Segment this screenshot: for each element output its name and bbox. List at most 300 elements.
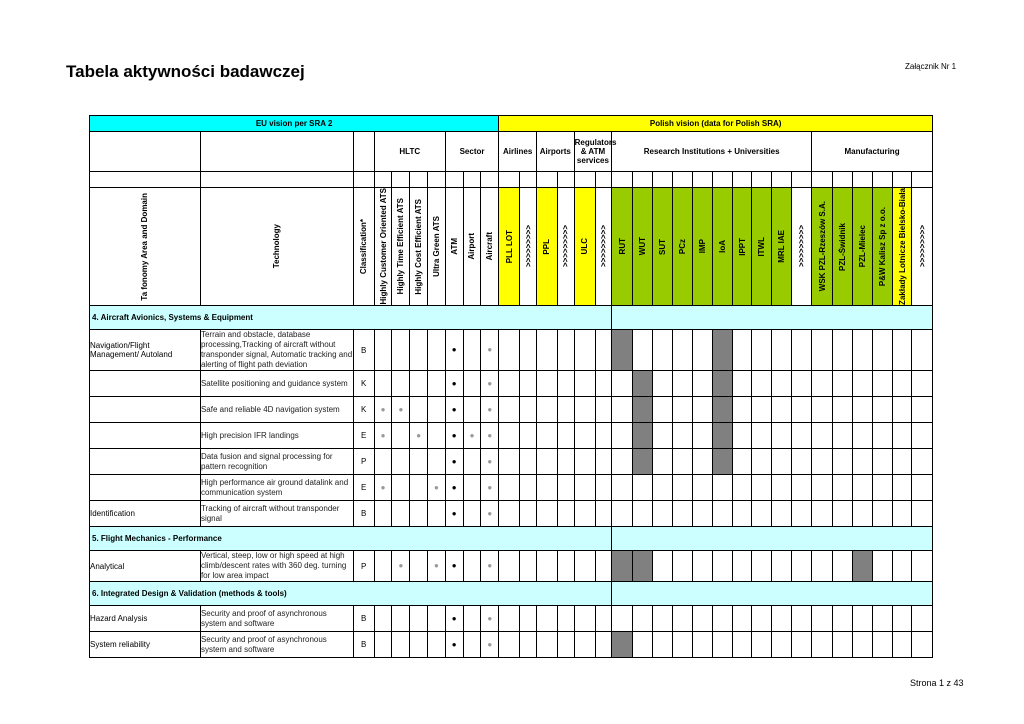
org-cell [712,551,732,582]
mark-cell [463,371,481,397]
org-cell [872,606,892,632]
org-cell [653,397,673,423]
org-cell [872,632,892,658]
activity-cell [633,551,653,582]
org-cell [792,501,812,527]
org-cell [812,449,833,475]
classification-cell [353,632,374,658]
activity-cell [712,330,732,371]
spacer-cell [374,172,392,188]
org-cell [692,423,712,449]
spacer-cell [90,172,201,188]
org-cell [712,632,732,658]
area-cell [90,371,201,397]
org-col-header-text: PZL-Mielec [857,225,867,268]
org-cell [520,632,537,658]
sector-col-header-text: Aircraft [485,232,495,261]
org-cell [752,397,772,423]
org-cell [536,423,557,449]
org-col-header-text: >>>>>>>>> [797,225,807,268]
org-cell [574,606,595,632]
org-cell [752,423,772,449]
mark-cell [374,330,392,371]
spacer-cell [499,172,520,188]
org-cell [912,423,933,449]
section-header-text: 4. Aircraft Avionics, Systems & Equipment [92,313,253,322]
technology-cell [200,551,353,582]
blank-cell [90,132,201,172]
org-cell [612,371,633,397]
technology-cell [200,449,353,475]
org-cell [520,501,537,527]
spacer-cell [672,172,692,188]
section-band [612,582,933,606]
gray-dot-icon: ● [410,423,428,449]
org-cell [595,606,612,632]
org-cell [557,423,574,449]
org-cell [852,501,872,527]
org-cell [672,606,692,632]
org-cell [852,606,872,632]
section-header-text: 6. Integrated Design & Validation (methods & tools) [92,589,287,598]
polish-vision-header-text: Polish vision (data for Polish SRA) [649,119,782,128]
org-col-header-text: PCz [677,238,687,255]
org-cell [633,501,653,527]
section-header [90,527,612,551]
org-cell [595,330,612,371]
spacer-cell [892,172,912,188]
org-col-header-text: IMP [697,239,707,254]
section-header-text: 5. Flight Mechanics - Performance [92,534,222,543]
org-cell [732,632,752,658]
mark-cell [463,330,481,371]
technology-cell-text: High precision IFR landings [200,430,299,440]
filled-dot-icon: ● [445,449,463,475]
filled-dot-icon: ● [445,551,463,582]
org-cell [872,330,892,371]
org-col-header-text: PZL-Świdnik [837,222,847,271]
org-cell [752,501,772,527]
org-cell [499,449,520,475]
classification-cell-text: B [361,509,367,518]
org-cell [672,330,692,371]
spacer-cell [481,172,499,188]
technology-cell-text: Satellite positioning and guidance system [200,378,348,388]
org-cell [520,330,537,371]
mark-cell [463,551,481,582]
mark-cell [463,397,481,423]
classification-cell-text: E [361,431,367,440]
org-cell [672,501,692,527]
mark-cell [428,423,446,449]
hltc-col-header [428,188,446,306]
org-cell [692,606,712,632]
mark-cell [374,632,392,658]
spacer-cell [574,172,595,188]
org-cell [812,330,833,371]
org-cell [574,475,595,501]
filled-dot-icon: ● [445,632,463,658]
org-cell [692,371,712,397]
hltc-col-header-text: Highly Customer Oriented ATS [378,188,388,305]
mark-cell [392,423,410,449]
org-cell [872,551,892,582]
org-col-header [732,188,752,306]
research-activity-table [89,115,933,658]
org-cell [812,423,833,449]
org-cell [672,475,692,501]
org-cell [752,449,772,475]
org-cell [832,551,852,582]
classification-cell [353,606,374,632]
gray-dot-icon: ● [392,551,410,582]
regulators-header-text: Regulators & ATM services [574,138,617,165]
mark-cell [374,501,392,527]
filled-dot-icon: ● [445,397,463,423]
org-col-header [633,188,653,306]
classification-header [353,188,374,306]
polish-vision-header [499,116,933,132]
org-col-header [557,188,574,306]
org-cell [712,606,732,632]
activity-cell [712,449,732,475]
org-cell [557,475,574,501]
org-cell [872,397,892,423]
org-cell [595,475,612,501]
mark-cell [428,632,446,658]
area-cell [90,330,201,371]
org-cell [595,423,612,449]
org-cell [595,551,612,582]
org-cell [653,501,673,527]
activity-cell [712,423,732,449]
activity-cell [633,397,653,423]
org-cell [574,632,595,658]
org-cell [612,606,633,632]
activity-cell [612,551,633,582]
org-col-header-text: RUT [617,238,627,255]
airlines-header [499,132,537,172]
mark-cell [374,371,392,397]
airlines-header-text: Airlines [502,147,533,156]
mark-cell [392,606,410,632]
org-cell [772,330,792,371]
mark-cell [463,606,481,632]
classification-cell-text: B [361,614,367,623]
org-cell [520,606,537,632]
org-cell [692,501,712,527]
org-cell [557,632,574,658]
spacer-cell [595,172,612,188]
org-cell [536,330,557,371]
org-cell [712,501,732,527]
technology-cell [200,606,353,632]
spacer-cell [732,172,752,188]
org-cell [792,606,812,632]
gray-dot-icon: ● [428,475,446,501]
org-cell [557,501,574,527]
page-footer: Strona 1 z 43 [910,678,964,688]
area-cell-text: Navigation/Flight Management/ Autoland [90,341,173,359]
mark-cell [463,449,481,475]
org-cell [595,449,612,475]
org-col-header-text: IPPT [737,237,747,256]
org-cell [832,475,852,501]
mark-cell [410,501,428,527]
org-cell [536,606,557,632]
org-cell [520,371,537,397]
org-cell [595,632,612,658]
hltc-header [374,132,445,172]
classification-cell-text: E [361,483,367,492]
org-cell [692,449,712,475]
org-cell [499,501,520,527]
org-cell [520,423,537,449]
org-cell [792,330,812,371]
org-cell [812,632,833,658]
org-col-header [812,188,833,306]
org-cell [732,449,752,475]
org-cell [672,371,692,397]
mark-cell [463,501,481,527]
sector-col-header-text: ATM [449,238,459,255]
org-cell [892,475,912,501]
org-cell [912,449,933,475]
spacer-cell [912,172,933,188]
activity-cell [712,371,732,397]
org-col-header [536,188,557,306]
activity-cell [633,449,653,475]
technology-cell [200,475,353,501]
mark-cell [410,606,428,632]
org-col-header [752,188,772,306]
org-cell [536,632,557,658]
eu-vision-header [90,116,499,132]
technology-cell-text: Security and proof of asynchronous system and software [200,608,327,628]
org-cell [633,606,653,632]
org-cell [792,397,812,423]
org-cell [653,551,673,582]
org-cell [672,423,692,449]
org-col-header-text: PLL LOT [504,229,514,264]
org-cell [557,606,574,632]
filled-dot-icon: ● [445,423,463,449]
classification-cell [353,449,374,475]
mark-cell [410,449,428,475]
org-cell [612,501,633,527]
classification-cell [353,397,374,423]
spacer-cell [445,172,463,188]
org-cell [536,501,557,527]
org-cell [772,551,792,582]
section-band [612,306,933,330]
org-cell [653,330,673,371]
org-cell [732,423,752,449]
spacer-cell [852,172,872,188]
area-cell [90,475,201,501]
hltc-header-text: HLTC [399,147,421,156]
org-cell [595,501,612,527]
hltc-col-header [392,188,410,306]
spacer-cell [832,172,852,188]
org-cell [912,632,933,658]
classification-cell [353,371,374,397]
spacer-cell [792,172,812,188]
org-cell [672,397,692,423]
research-header-text: Research Institutions + Universities [643,147,780,156]
mark-cell [410,551,428,582]
gray-dot-icon: ● [481,475,499,501]
org-cell [812,501,833,527]
org-cell [892,632,912,658]
classification-cell [353,551,374,582]
classification-cell-text: K [361,379,367,388]
org-col-header [892,188,912,306]
org-col-header [792,188,812,306]
org-cell [653,371,673,397]
org-cell [832,397,852,423]
spacer-cell [200,172,353,188]
org-cell [612,449,633,475]
org-cell [772,606,792,632]
org-cell [852,371,872,397]
org-col-header-text: IoA [717,240,727,253]
org-cell [692,330,712,371]
mark-cell [428,371,446,397]
mark-cell [374,606,392,632]
airports-header-text: Airports [539,147,571,156]
org-cell [892,551,912,582]
org-col-header-text: >>>>>>>>> [523,225,533,268]
org-col-header [574,188,595,306]
gray-dot-icon: ● [481,551,499,582]
sector-col-header [445,188,463,306]
spacer-cell [520,172,537,188]
org-cell [852,423,872,449]
annex-label: Załącznik Nr 1 [905,62,957,71]
technology-cell-text: High performance air ground datalink and communication system [200,477,349,497]
gray-dot-icon: ● [481,397,499,423]
org-col-header-text: >>>>>>>>> [598,225,608,268]
org-cell [520,449,537,475]
org-cell [792,632,812,658]
org-cell [892,397,912,423]
org-cell [536,397,557,423]
org-cell [612,475,633,501]
org-col-header [772,188,792,306]
org-cell [872,501,892,527]
org-cell [812,397,833,423]
section-header [90,306,612,330]
blank-cell [200,132,353,172]
org-col-header-text: Zakłady Lotnicze Bielsko-Biała [897,188,907,305]
mark-cell [374,449,392,475]
technology-cell-text: Safe and reliable 4D navigation system [200,404,340,414]
org-cell [872,475,892,501]
area-cell [90,423,201,449]
technology-cell-text: Security and proof of asynchronous system and software [200,634,327,654]
technology-cell [200,501,353,527]
org-col-header [499,188,520,306]
filled-dot-icon: ● [445,606,463,632]
org-cell [499,632,520,658]
org-cell [852,330,872,371]
spacer-cell [633,172,653,188]
org-cell [653,423,673,449]
org-cell [912,606,933,632]
org-cell [595,397,612,423]
org-col-header-text: WUT [638,237,648,256]
spacer-cell [653,172,673,188]
org-cell [772,371,792,397]
technology-cell-text: Data fusion and signal processing for pattern recognition [200,451,333,471]
area-cell [90,397,201,423]
org-cell [536,475,557,501]
org-cell [832,501,852,527]
org-cell [633,632,653,658]
org-cell [499,397,520,423]
technology-cell-text: Vertical, steep, low or high speed at high climb/descent rates with 360 deg. turning for low area impact [200,551,347,580]
mark-cell [410,397,428,423]
spacer-cell [752,172,772,188]
org-col-header [520,188,537,306]
technology-cell-text: Terrain and obstacle, database processing,Tracking of aircraft without transponder signal, Automatic tracking and alerting of flight path deviation [200,330,353,369]
mark-cell [410,632,428,658]
hltc-col-header [374,188,392,306]
org-cell [912,501,933,527]
mark-cell [410,330,428,371]
mark-cell [428,606,446,632]
org-cell [574,449,595,475]
area-cell-text: System reliability [90,640,151,649]
taxonomy-header [90,188,201,306]
org-col-header-text: >>>>>>>>> [917,225,927,268]
org-col-header [912,188,933,306]
area-cell [90,449,201,475]
org-cell [852,397,872,423]
mark-cell [428,449,446,475]
org-cell [812,475,833,501]
spacer-cell [772,172,792,188]
filled-dot-icon: ● [445,371,463,397]
org-cell [633,475,653,501]
org-cell [772,449,792,475]
org-cell [832,449,852,475]
org-cell [692,397,712,423]
org-cell [872,423,892,449]
org-cell [812,551,833,582]
org-cell [832,606,852,632]
technology-cell [200,330,353,371]
spacer-cell [557,172,574,188]
org-col-header-text: ULC [580,238,590,255]
org-cell [557,371,574,397]
page-title: Tabela aktywności badawczej [66,62,305,81]
gray-dot-icon: ● [374,475,392,501]
org-cell [792,423,812,449]
org-cell [912,397,933,423]
filled-dot-icon: ● [445,330,463,371]
org-cell [574,397,595,423]
org-cell [772,632,792,658]
org-cell [732,371,752,397]
org-col-header-text: >>>>>>>>> [561,225,571,268]
org-cell [536,371,557,397]
eu-vision-header-text: EU vision per SRA 2 [255,119,333,128]
sector-col-header [463,188,481,306]
spacer-cell [536,172,557,188]
org-col-header [672,188,692,306]
